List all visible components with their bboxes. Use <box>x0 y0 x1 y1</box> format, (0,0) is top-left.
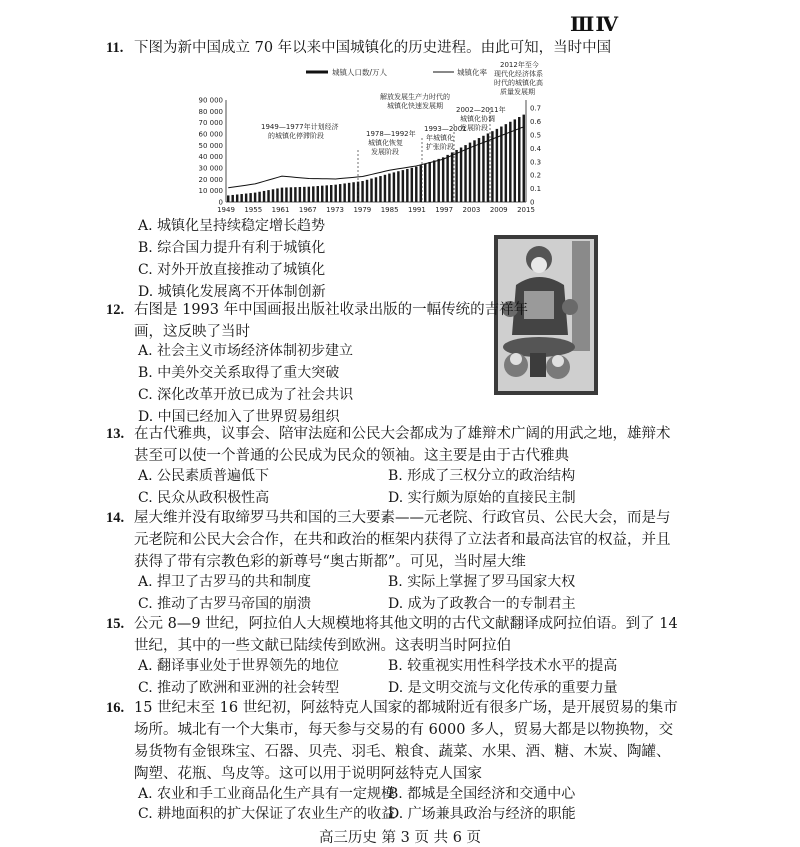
annotation-era: 解放发展生产力时代的 <box>380 93 450 101</box>
q16-stem-4: 陶塑、花瓶、鸟皮等。这可以用于说明阿兹特克人国家 <box>134 766 482 782</box>
x-tick-label: 1949 <box>217 206 235 214</box>
population-bar <box>249 193 251 202</box>
q16-option-c: C. 耕地面积的扩大保证了农业生产的收益 <box>138 806 396 822</box>
population-bar <box>236 194 238 202</box>
population-bar <box>245 194 247 202</box>
q13-option-b: B. 形成了三权分立的政治结构 <box>388 468 576 484</box>
q14-option-d: D. 成为了政教合一的专制君主 <box>388 596 576 612</box>
annotation-2012: 2012年至今 <box>500 61 539 69</box>
population-bar <box>505 124 507 202</box>
q16-option-a: A. 农业和手工业商品化生产具有一定规模 <box>138 786 396 802</box>
left-tick-label: 30 000 <box>198 164 223 173</box>
population-bar <box>496 129 498 202</box>
q12-stem-1 <box>106 300 528 320</box>
population-bar <box>294 187 296 202</box>
q11-number: 11. <box>106 40 124 56</box>
population-bar <box>370 179 372 202</box>
q16-stem-1-text: 15 世纪末至 16 世纪初，阿兹特克人国家的都城附近有很多广场，是开展贸易的集市 <box>134 700 678 716</box>
annotation-era-b: 城镇化快速发展期 <box>387 102 443 110</box>
x-tick-label: 1967 <box>298 206 317 214</box>
population-bar <box>424 164 426 202</box>
left-tick-label: 70 000 <box>198 119 223 128</box>
right-tick-label: 0.5 <box>530 131 542 140</box>
annotation-2012-d: 质量发展期 <box>500 88 535 96</box>
population-bar <box>446 155 448 202</box>
population-bar <box>464 145 466 202</box>
left-tick-label: 10 000 <box>198 187 223 196</box>
population-bar <box>352 182 354 202</box>
right-tick-label: 0.3 <box>530 158 542 167</box>
population-bar <box>437 159 439 202</box>
population-bar <box>281 188 283 202</box>
population-bar <box>469 143 471 202</box>
population-bar <box>339 184 341 202</box>
left-tick-label: 0 <box>218 198 223 207</box>
annotation-1993-c: 扩张阶段 <box>426 143 454 151</box>
annotation-2002-c: 发展阶段 <box>460 124 488 132</box>
legend-line-label: 城镇化率 <box>457 68 487 77</box>
q13-stem-1 <box>106 424 671 444</box>
q15-stem-1 <box>106 614 678 634</box>
population-bar <box>442 157 444 202</box>
annotation-1949-b: 的城镇化停滞阶段 <box>268 132 324 140</box>
q14-option-a: A. 捍卫了古罗马的共和制度 <box>138 574 312 590</box>
population-bar <box>361 181 363 202</box>
population-bar <box>388 174 390 202</box>
q13-option-c: C. 民众从政积极性高 <box>138 490 270 506</box>
x-tick-label: 2003 <box>462 206 481 214</box>
right-tick-label: 0.4 <box>530 144 542 153</box>
annotation-2002: 2002—2011年 <box>456 106 506 114</box>
population-bar <box>343 183 345 202</box>
population-bar <box>366 180 368 202</box>
annotation-1993-b: 年城镇化 <box>426 134 454 142</box>
q12-option-c: C. 深化改革开放已成为了社会共识 <box>138 387 354 403</box>
population-bar <box>397 171 399 202</box>
q15-option-c: C. 推动了欧洲和亚洲的社会转型 <box>138 680 340 696</box>
annotation-1949: 1949—1977年计划经济 <box>261 123 339 131</box>
x-tick-label: 2015 <box>517 206 535 214</box>
left-tick-label: 60 000 <box>198 130 223 139</box>
population-bar <box>455 150 457 202</box>
x-tick-label: 1985 <box>380 206 399 214</box>
population-bar <box>317 186 319 202</box>
q14-option-b: B. 实际上掌握了罗马国家大权 <box>388 574 576 590</box>
q14-stem-1-text: 屋大维并没有取缔罗马共和国的三大要素——元老院、行政官员、公民大会，而是与 <box>134 510 671 526</box>
q12-stem-1-text: 右图是 1993 年中国画报出版社收录出版的一幅传统的吉祥年 <box>134 302 529 318</box>
q11-option-c: C. 对外开放直接推动了城镇化 <box>138 262 326 278</box>
right-tick-label: 0.6 <box>530 118 542 127</box>
population-bar <box>227 195 229 202</box>
population-bar <box>420 165 422 202</box>
population-bar <box>334 185 336 202</box>
population-bar <box>379 176 381 202</box>
population-bar <box>326 185 328 202</box>
x-tick-label: 2009 <box>489 206 508 214</box>
q16-option-d: D. 广场兼具政治与经济的职能 <box>388 806 576 822</box>
population-bar <box>276 188 278 202</box>
population-bar <box>263 191 265 202</box>
q16-stem-3: 易货物有金银珠宝、石器、贝壳、羽毛、粮食、蔬菜、水果、酒、糖、木炭、陶罐、 <box>134 744 671 760</box>
population-bar <box>267 190 269 202</box>
population-bar <box>411 168 413 202</box>
annotation-1978-b: 城镇化恢复 <box>368 139 403 147</box>
population-bar <box>406 169 408 202</box>
population-bar <box>384 175 386 202</box>
q14-option-c: C. 推动了古罗马帝国的崩溃 <box>138 596 312 612</box>
population-bar <box>433 160 435 202</box>
population-bar <box>415 167 417 202</box>
left-tick-label: 20 000 <box>198 175 223 184</box>
right-tick-label: 0 <box>530 198 535 207</box>
q11-option-b: B. 综合国力提升有利于城镇化 <box>138 240 326 256</box>
population-bar <box>487 133 489 202</box>
population-bar <box>348 183 350 202</box>
urbanization-chart <box>158 60 560 220</box>
right-tick-label: 0.2 <box>530 171 542 180</box>
population-bar <box>375 177 377 202</box>
q16-stem-2: 场所。城北有一个大集市，每天参与交易的有 6000 多人，贸易大都是以物换物，交 <box>134 722 674 738</box>
q16-option-b: B. 都城是全国经济和交通中心 <box>388 786 576 802</box>
annotation-1978-c: 发展阶段 <box>371 148 399 156</box>
header-logo: ⅢⅣ <box>570 12 620 36</box>
population-bar <box>258 192 260 202</box>
q14-stem-2: 元老院和公民大会合作，在共和政治的框架内获得了立法者和最高法官的权益，并且 <box>134 532 671 548</box>
x-tick-label: 1955 <box>244 206 263 214</box>
q12-option-d: D. 中国已经加入了世界贸易组织 <box>138 409 340 425</box>
q14-stem-3: 获得了带有宗教色彩的新尊号“奥古斯都”。可见，当时屋大维 <box>134 554 526 570</box>
q11-stem <box>106 38 612 58</box>
annotation-2002-b: 城镇化协调 <box>460 115 495 123</box>
q13-option-d: D. 实行颇为原始的直接民主制 <box>388 490 576 506</box>
population-bar <box>312 186 314 202</box>
right-tick-label: 0.1 <box>530 185 542 194</box>
q15-option-d: D. 是文明交流与文化传承的重要力量 <box>388 680 618 696</box>
annotation-1978: 1978—1992年 <box>366 130 416 138</box>
population-bar <box>500 127 502 202</box>
x-tick-label: 1991 <box>407 206 426 214</box>
q12-stem-2: 画，这反映了当时 <box>134 324 250 340</box>
population-bar <box>272 189 274 202</box>
right-tick-labels <box>530 105 542 207</box>
q13-stem-2: 甚至可以使一个普通的公民成为民众的领袖。这主要是由于古代雅典 <box>134 448 569 464</box>
annotation-2012-c: 时代的城镇化高 <box>494 79 543 87</box>
population-bar <box>290 187 292 202</box>
population-bar <box>473 140 475 202</box>
population-bar <box>308 187 310 202</box>
left-tick-label: 80 000 <box>198 107 223 116</box>
population-bar <box>303 187 305 202</box>
q12-number: 12. <box>106 302 125 318</box>
left-tick-label: 90 000 <box>198 96 223 105</box>
q11-option-d: D. 城镇化发展离不开体制创新 <box>138 284 326 300</box>
q12-option-a: A. 社会主义市场经济体制初步建立 <box>138 343 354 359</box>
population-bar <box>523 115 525 202</box>
x-tick-label: 1961 <box>271 206 290 214</box>
q15-stem-2: 世纪，其中的一些文献已陆续传到欧洲。这表明当时阿拉伯 <box>134 638 511 654</box>
population-bar <box>285 187 287 202</box>
x-tick-label: 1973 <box>326 206 345 214</box>
population-bar <box>330 185 332 202</box>
population-bar <box>478 138 480 202</box>
q16-stem-1 <box>106 698 678 718</box>
q13-option-a: A. 公民素质普遍低下 <box>138 468 270 484</box>
population-bar <box>231 195 233 202</box>
q14-stem-1 <box>106 508 671 528</box>
page-footer: 高三历史 第 3 页 共 6 页 <box>318 830 482 846</box>
q14-number: 14. <box>106 510 125 526</box>
population-bar <box>518 117 520 202</box>
population-bar <box>482 136 484 202</box>
chart-svg <box>158 60 560 220</box>
right-tick-label: 0.7 <box>530 104 542 113</box>
population-bar <box>460 148 462 202</box>
legend-bar-label: 城镇人口数/万人 <box>332 68 388 77</box>
population-bar <box>509 122 511 202</box>
q15-stem-1-text: 公元 8—9 世纪，阿拉伯人大规模地将其他文明的古代文献翻译成阿拉伯语。到了 14 <box>134 616 678 632</box>
annotation-1993: 1993—2001 <box>424 125 467 133</box>
population-bar <box>451 152 453 202</box>
population-bar <box>393 172 395 202</box>
q12-option-b: B. 中美外交关系取得了重大突破 <box>138 365 340 381</box>
population-bar <box>299 187 301 202</box>
left-tick-label: 40 000 <box>198 153 223 162</box>
population-bar <box>428 162 430 202</box>
q15-option-a: A. 翻译事业处于世界领先的地位 <box>138 658 340 674</box>
q13-stem-1-text: 在古代雅典，议事会、陪审法庭和公民大会都成为了雄辩术广阔的用武之地，雄辩术 <box>134 426 671 442</box>
q15-option-b: B. 较重视实用性科学技术水平的提高 <box>388 658 618 674</box>
q13-number: 13. <box>106 426 125 442</box>
x-tick-label: 1979 <box>353 206 372 214</box>
q11-option-a: A. 城镇化呈持续稳定增长趋势 <box>138 218 326 234</box>
left-tick-labels <box>199 97 224 207</box>
q11-stem-text: 下图为新中国成立 70 年以来中国城镇化的历史进程。由此可知，当时中国 <box>134 40 612 56</box>
population-bar <box>321 186 323 202</box>
population-bar <box>402 170 404 202</box>
population-bar <box>254 193 256 202</box>
population-bar <box>514 119 516 202</box>
x-tick-label: 1997 <box>435 206 454 214</box>
q16-number: 16. <box>106 700 125 716</box>
x-tick-labels <box>217 206 535 214</box>
left-tick-label: 50 000 <box>198 141 223 150</box>
annotation-2012-b: 现代化经济体系 <box>494 70 543 78</box>
population-bar <box>491 131 493 202</box>
population-bar <box>240 194 242 202</box>
q15-number: 15. <box>106 616 125 632</box>
